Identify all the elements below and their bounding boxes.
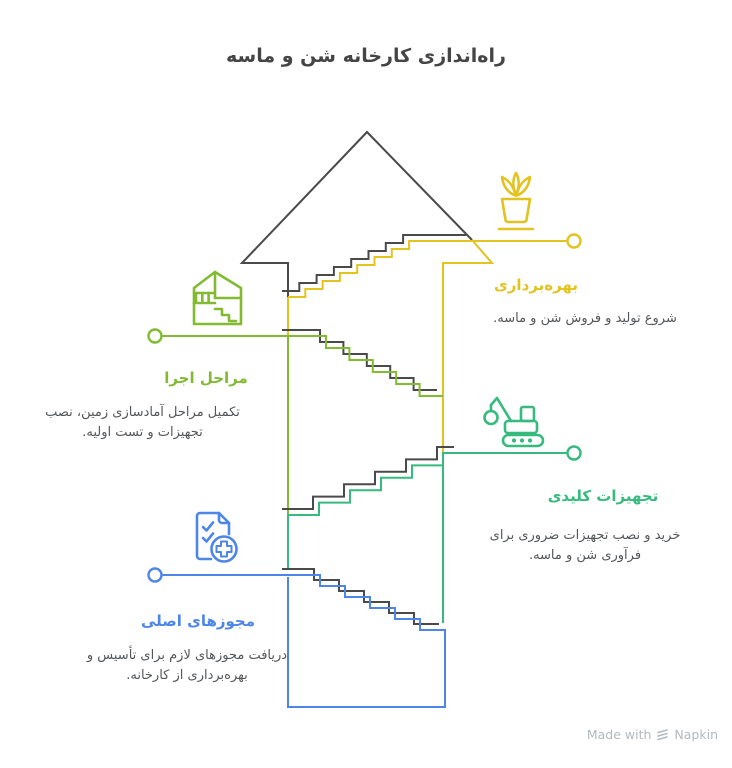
stage-heading-execution: مراحل اجرا <box>164 369 248 387</box>
excavator-crane-icon <box>483 391 549 449</box>
stage-description-operation: شروع تولید و فروش شن و ماسه. <box>493 311 677 326</box>
watermark <box>587 727 718 742</box>
watermark-made-with-text: Made with <box>586 727 652 742</box>
stage-heading-operation: بهره‌برداری <box>494 276 578 294</box>
watermark-brand-text: Napkin <box>674 727 718 742</box>
stage-description-equipment: خرید و نصب تجهیزات ضروری برای فرآوری شن و ماسه. <box>489 528 681 563</box>
stage-description-execution: تکمیل مراحل آمادسازی زمین، نصب تجهیزات و تست اولیه. <box>45 405 240 440</box>
connector-node-permits <box>149 569 162 582</box>
document-checklist-icon <box>188 508 242 568</box>
stage-description-permits: دریافت مجوزهای لازم برای تأسیس و بهره‌برداری از کارخانه. <box>86 648 288 683</box>
page-title: راه‌اندازی کارخانه شن و ماسه <box>226 45 506 67</box>
plant-pot-icon <box>492 170 540 232</box>
connector-node-execution <box>149 330 162 343</box>
connector-node-operation <box>568 235 581 248</box>
stage-heading-equipment: تجهیزات کلیدی <box>547 487 659 505</box>
step-top-edges <box>282 447 454 509</box>
house-construction-icon <box>190 267 244 327</box>
stage-heading-permits: مجوزهای اصلی <box>140 612 256 630</box>
connector-node-equipment <box>568 447 581 460</box>
steps-flight-permits <box>149 569 446 708</box>
napkin-logo-icon <box>656 728 669 741</box>
